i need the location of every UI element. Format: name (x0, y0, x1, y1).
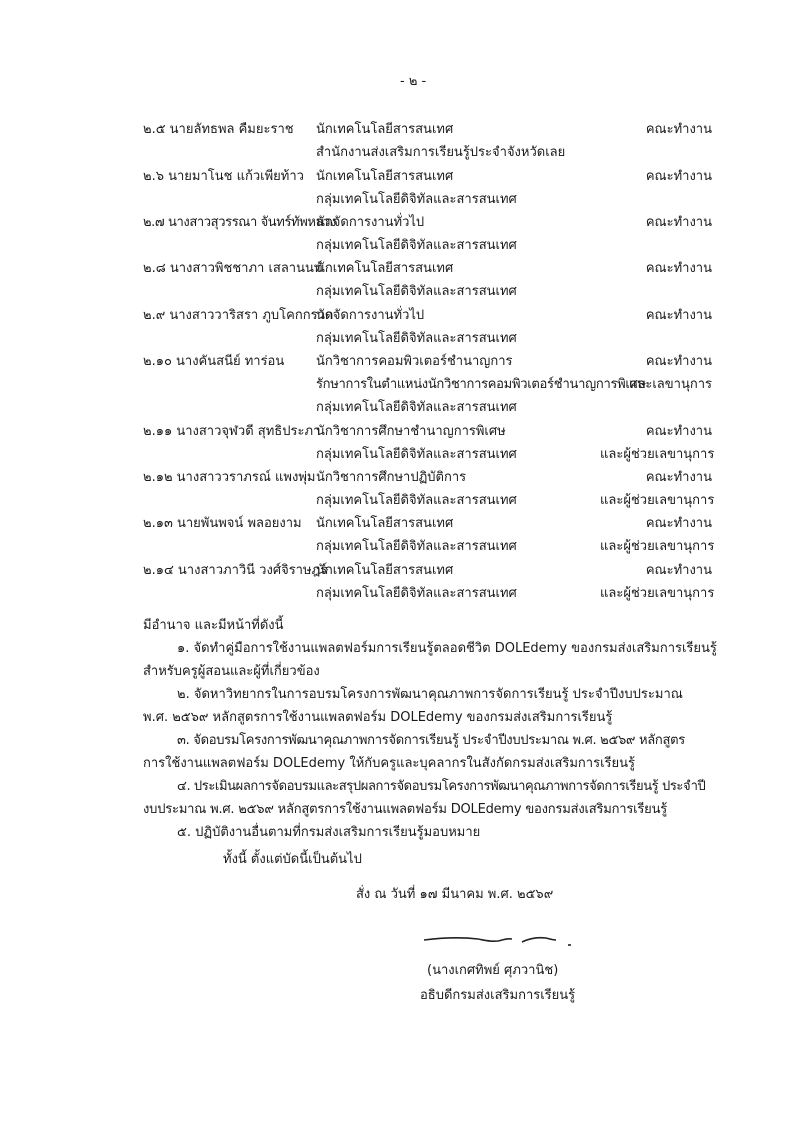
member-name: ๒.๑๓ นายพันพจน์ พลอยงาม (143, 516, 302, 531)
member-role-assistant: และผู้ช่วยเลขานุการ (600, 586, 715, 601)
duty-item-line: สำหรับครูผู้สอนและผู้ที่เกี่ยวข้อง (143, 664, 320, 679)
member-name: ๒.๕ นายลัทธพล คืมยะราช (143, 122, 294, 137)
member-unit: กลุ่มเทคโนโลยีดิจิทัลและสารสนเทศ (316, 586, 517, 601)
duty-item-line: ๕. ปฏิบัติงานอื่นตามที่กรมส่งเสริมการเรียนรู้มอบหมาย (177, 825, 481, 840)
member-position: นักเทคโนโลยีสารสนเทศ (316, 516, 454, 531)
page-number: - ๒ - (400, 74, 427, 89)
member-name: ๒.๙ นางสาววาริสรา ภูบโคกกรวด (143, 308, 334, 323)
member-position: นักวิชาการคอมพิวเตอร์ชำนาญการ (316, 354, 513, 369)
signature (420, 925, 580, 955)
duty-item-line: การใช้งานแพลตฟอร์ม DOLEdemy ให้กับครูและบุคลากรในสังกัดกรมส่งเสริมการเรียนรู้ (143, 756, 635, 771)
duty-item-line: ๓. จัดอบรมโครงการพัฒนาคุณภาพการจัดการเรียนรู้ ประจำปีงบประมาณ พ.ศ. ๒๕๖๙ หลักสูตร (177, 733, 685, 748)
member-name: ๒.๖ นายมาโนช แก้วเพียท้าว (143, 169, 304, 184)
member-role-assistant: และผู้ช่วยเลขานุการ (600, 539, 715, 554)
duty-item-line: งบประมาณ พ.ศ. ๒๕๖๙ หลักสูตรการใช้งานแพลตฟอร์ม DOLEdemy ของกรมส่งเสริมการเรียนรู้ (143, 802, 668, 817)
member-role-assistant: และผู้ช่วยเลขานุการ (600, 447, 715, 462)
member-unit: กลุ่มเทคโนโลยีดิจิทัลและสารสนเทศ (316, 331, 517, 346)
member-name: ๒.๑๒ นางสาววราภรณ์ แพงพุ่ม (143, 470, 316, 485)
effective-date-text: ทั้งนี้ ตั้งแต่บัดนี้เป็นต้นไป (223, 852, 362, 867)
member-role: คณะทำงาน (645, 470, 712, 485)
member-position: นักเทคโนโลยีสารสนเทศ (316, 261, 454, 276)
member-role: คณะทำงาน (645, 354, 712, 369)
duty-item-line: ๔. ประเมินผลการจัดอบรมและสรุปผลการจัดอบรมโครงการพัฒนาคุณภาพการจัดการเรียนรู้ ประจำปี (177, 779, 706, 794)
member-role: คณะทำงาน (645, 563, 712, 578)
signer-name: (นางเกศทิพย์ ศุภวานิช) (427, 963, 559, 978)
member-name: ๒.๘ นางสาวพิชชาภา เสลานนท์ (143, 261, 323, 276)
member-unit: กลุ่มเทคโนโลยีดิจิทัลและสารสนเทศ (316, 400, 517, 415)
member-role-secretary: และเลขานุการ (629, 377, 712, 392)
member-position: นักจัดการงานทั่วไป (316, 215, 425, 230)
member-unit: กลุ่มเทคโนโลยีดิจิทัลและสารสนเทศ (316, 539, 517, 554)
member-position: นักวิชาการศึกษาชำนาญการพิเศษ (316, 424, 506, 439)
member-unit: รักษาการในตำแหน่งนักวิชาการคอมพิวเตอร์ชำนาญการพิเศษ (316, 377, 646, 392)
member-position: นักจัดการงานทั่วไป (316, 308, 425, 323)
member-role: คณะทำงาน (645, 516, 712, 531)
member-role: คณะทำงาน (645, 122, 712, 137)
member-position: นักเทคโนโลยีสารสนเทศ (316, 169, 454, 184)
member-name: ๒.๗ นางสาวสุวรรณา จันทร์ทัพหลวง (143, 215, 336, 230)
duty-item-line: พ.ศ. ๒๕๖๙ หลักสูตรการใช้งานแพลตฟอร์ม DOLEdemy ของกรมส่งเสริมการเรียนรู้ (143, 710, 613, 725)
member-role: คณะทำงาน (645, 261, 712, 276)
member-role: คณะทำงาน (645, 308, 712, 323)
member-unit: กลุ่มเทคโนโลยีดิจิทัลและสารสนเทศ (316, 493, 517, 508)
member-role: คณะทำงาน (645, 169, 712, 184)
duty-item-line: ๒. จัดหาวิทยากรในการอบรมโครงการพัฒนาคุณภาพการจัดการเรียนรู้ ประจำปีงบประมาณ (177, 687, 683, 702)
duty-item-line: ๑. จัดทำคู่มือการใช้งานแพลตฟอร์มการเรียนรู้ตลอดชีวิต DOLEdemy ของกรมส่งเสริมการเรียนรู้ (177, 641, 717, 656)
order-date: สั่ง ณ วันที่ ๑๗ มีนาคม พ.ศ. ๒๕๖๙ (356, 887, 554, 902)
member-name: ๒.๑๔ นางสาวภาวินี วงศ์จิราษฎร์ (143, 563, 328, 578)
member-position: นักเทคโนโลยีสารสนเทศ (316, 122, 454, 137)
member-position: นักเทคโนโลยีสารสนเทศ (316, 563, 454, 578)
member-position: นักวิชาการศึกษาปฏิบัติการ (316, 470, 467, 485)
member-role: คณะทำงาน (645, 424, 712, 439)
member-unit: กลุ่มเทคโนโลยีดิจิทัลและสารสนเทศ (316, 192, 517, 207)
member-unit: สำนักงานส่งเสริมการเรียนรู้ประจำจังหวัดเลย (316, 145, 566, 160)
member-unit: กลุ่มเทคโนโลยีดิจิทัลและสารสนเทศ (316, 447, 517, 462)
member-role-assistant: และผู้ช่วยเลขานุการ (600, 493, 715, 508)
member-role: คณะทำงาน (645, 215, 712, 230)
member-name: ๒.๑๑ นางสาวจุฬวดี สุทธิประภา (143, 424, 321, 439)
member-name: ๒.๑๐ นางคันสนีย์ ทาร่อน (143, 354, 285, 369)
member-unit: กลุ่มเทคโนโลยีดิจิทัลและสารสนเทศ (316, 238, 517, 253)
duties-intro: มีอำนาจ และมีหน้าที่ดังนี้ (143, 618, 284, 633)
member-unit: กลุ่มเทคโนโลยีดิจิทัลและสารสนเทศ (316, 284, 517, 299)
signer-title: อธิบดีกรมส่งเสริมการเรียนรู้ (420, 988, 576, 1003)
